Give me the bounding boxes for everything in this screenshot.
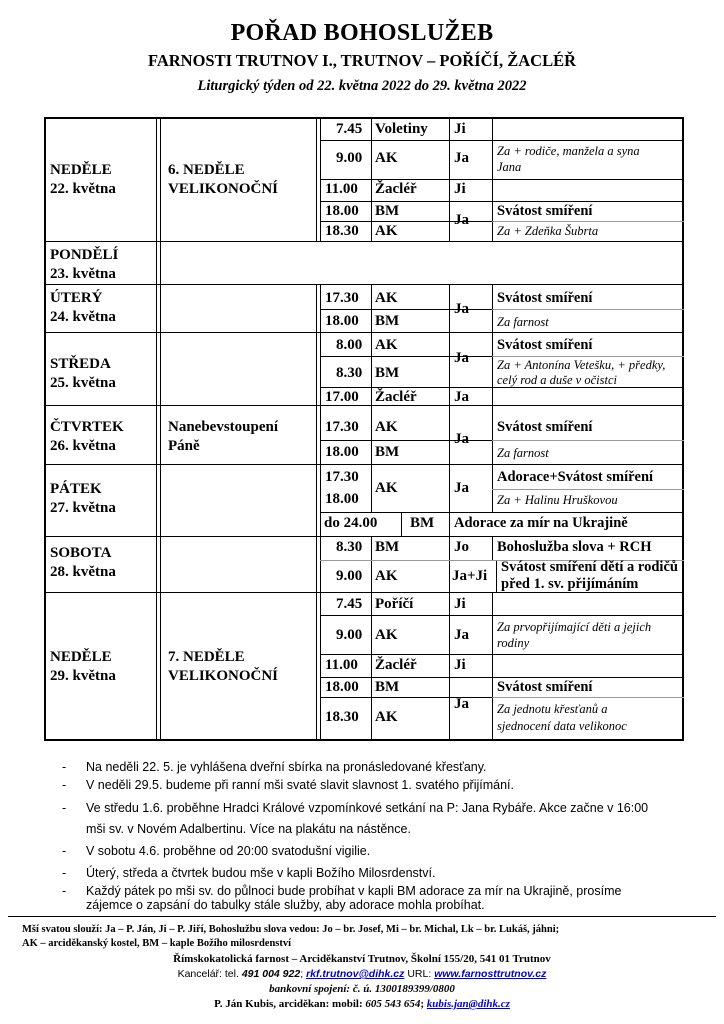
office-email-link[interactable]: rkf.trutnov@dihk.cz [306,968,405,980]
feast-name: Nanebevstoupení [168,419,279,435]
mass-time: 7.45 [336,121,363,137]
adoration-time: do 24.00 [324,515,378,531]
table-border-top [44,117,684,119]
announcement-text: Úterý, středa a čtvrtek budou mše v kapli Božího Milosrdenství. [86,866,436,880]
col-priest-4 [496,560,497,592]
mass-place: AK [375,480,398,496]
row-line [320,615,684,616]
event-label: Svátost smíření [497,290,593,306]
mass-time: 8.00 [336,337,363,353]
event-label: Adorace za mír na Ukrajině [454,515,628,531]
col-fri-time [401,512,402,536]
row-line [320,654,684,655]
row-line-thin [492,440,684,441]
row-line-thin [492,489,684,490]
day-name: PONDĚLÍ [50,247,119,263]
day-name: ČTVRTEK [50,419,124,435]
event-label: Adorace+Svátost smíření [497,469,654,485]
separator: ; [420,998,425,1010]
day-date: 27. května [50,500,116,516]
mass-place: BM [375,365,400,381]
event-label: Svátost smíření dětí a rodičů [501,559,678,575]
mass-place: AK [375,709,398,725]
mass-place: Voletiny [375,121,428,137]
mass-place: AK [375,568,398,584]
bullet-dash: - [62,760,67,774]
footer-priest [0,998,724,1010]
mass-intention: Za prvopřijímající děti a jejich [497,620,652,634]
mass-priest: Ja [454,480,469,496]
row-line [320,179,684,180]
mass-place: Poříčí [375,596,414,612]
priest-mobile: 605 543 654 [365,998,421,1010]
bullet-dash: - [62,884,67,898]
col-place-2 [449,284,450,512]
bullet-dash: - [62,844,67,858]
event-label: Svátost smíření [497,679,593,695]
mass-time: 8.30 [336,539,363,555]
row-line [320,512,684,513]
website-link[interactable]: www.farnosttrutnov.cz [434,968,547,980]
office-label: Kancelář: tel. [177,968,239,980]
mass-priest: Ja [454,212,469,228]
announcement-text: zájemce o zapsání do tabulky stále služby, aby adorace mohla probíhat. [86,898,485,912]
mass-priest: Ji [454,596,466,612]
day-date: 26. května [50,438,116,454]
day-name: SOBOTA [50,545,112,561]
mass-time: 18.30 [325,709,359,725]
footer-bank: bankovní spojení: č. ú. 1300189399/0800 [269,983,455,995]
col-sep-c1 [316,117,317,241]
day-sep-3 [44,332,684,333]
table-border-right [682,117,684,741]
footer-address: Římskokatolická farnost – Arciděkanství Trutnov, Školní 155/20, 541 01 Trutnov [173,953,551,965]
footer-legend-2: AK – arciděkanský kostel, BM – kaple Božího milosrdenství [22,938,292,949]
row-line-thin [492,356,684,357]
row-line-thin [492,697,684,698]
col-sep-b [160,117,161,741]
bullet-dash: - [62,778,67,792]
mass-time: 17.30 [325,469,359,485]
mass-priest: Ja [454,627,469,643]
day-sep-2 [44,284,684,285]
mass-intention: Za + Zdeňka Šubrta [497,224,599,238]
announcement-text: V sobotu 4.6. proběhne od 20:00 svatodušní vigilie. [86,844,371,858]
mass-intention: Za farnost [497,446,549,460]
mass-priest: Ji [454,121,466,137]
mass-priest: Ja [454,389,469,405]
separator: ; [300,968,304,980]
row-line [320,677,684,678]
page-title: POŘAD BOHOSLUŽEB [230,20,494,46]
mass-time: 17.00 [325,389,359,405]
mass-place: AK [375,290,398,306]
mass-priest: Jo [454,539,469,555]
feast-name: Páně [168,438,200,454]
mass-intention: Za farnost [497,315,549,329]
mass-time: 9.00 [336,568,363,584]
url-label: URL: [407,968,432,980]
day-date: 28. května [50,564,116,580]
table-border-left [44,117,46,741]
announcement-text: mši sv. v Novém Adalbertinu. Více na plakátu na nástěnce. [86,822,411,836]
col-priest-3 [492,536,493,560]
col-fri-place [449,512,450,536]
mass-time: 18.30 [325,223,359,239]
mass-place: Žacléř [375,389,417,405]
mass-intention: Za + rodiče, manžela a syna [497,144,640,158]
mass-intention: Za + Halinu Hruškovou [497,493,618,507]
mass-time: 18.00 [325,491,359,507]
day-name: STŘEDA [50,356,111,372]
mass-priest: Ja+Ji [452,568,488,584]
event-label: před 1. sv. přijímáním [501,576,639,592]
bullet-dash: - [62,866,67,880]
day-sep-5 [44,464,684,465]
row-line [320,201,684,202]
mass-place: AK [375,223,398,239]
footer-legend-1: Mší svatou slouží: Ja – P. Ján, Ji – P. Jiří, Bohoslužbu slova vedou: Jo – br. Josef, Mi – br. Michal, Lk – br. Lukáš, jáhni; [22,924,560,935]
adoration-place: BM [410,515,435,531]
mass-intention: Jana [497,160,522,174]
feast-name: 7. NEDĚLE [168,649,245,665]
mass-priest: Ja [454,350,469,366]
mass-place: Žacléř [375,657,417,673]
day-name: NEDĚLE [50,162,112,178]
day-date: 22. května [50,181,116,197]
row-line [320,140,684,141]
day-sep-1 [44,241,684,242]
row-line-thin [492,221,684,222]
day-sep-6 [44,536,684,537]
liturgical-week: Liturgický týden od 22. května 2022 do 29. května 2022 [197,78,527,94]
feast-name: 6. NEDĚLE [168,162,245,178]
col-sep-a [156,117,157,741]
schedule-table [44,117,684,741]
feast-name: VELIKONOČNÍ [168,181,279,197]
day-sep-4 [44,405,684,406]
announcement-text: Ve středu 1.6. proběhne Hradci Králové vzpomínkové setkání na P: Jana Rybáře. Akce začne v 16:00 [86,801,649,815]
mass-time: 18.00 [325,444,359,460]
col-sep-c2 [316,284,317,741]
day-name: NEDĚLE [50,649,112,665]
priest-label: P. Ján Kubis, arciděkan: mobil: [214,998,363,1010]
mass-time: 11.00 [325,181,358,197]
col-time-3 [371,536,372,741]
bullet-dash: - [62,801,67,815]
mass-place: BM [375,444,400,460]
mass-time: 18.00 [325,313,359,329]
col-priest-2 [492,284,493,512]
mass-place: AK [375,627,398,643]
mass-time: 17.30 [325,290,359,306]
mass-place: BM [375,203,400,219]
office-phone: 491 004 922 [241,968,301,980]
mass-time: 9.00 [336,627,363,643]
mass-priest: Ja [454,696,469,712]
day-date: 25. května [50,375,116,391]
mass-place: AK [375,150,398,166]
col-place-3 [449,536,450,592]
mass-time: 8.30 [336,365,363,381]
mass-intention: Za + Antonína Vetešku, + předky, [497,358,666,372]
mass-place: BM [375,313,400,329]
mass-priest: Ji [454,181,466,197]
day-name: PÁTEK [50,481,102,497]
col-time-2 [371,284,372,512]
mass-place: Žacléř [375,181,417,197]
mass-priest: Ja [454,431,469,447]
table-border-bottom [44,739,684,741]
day-date: 29. května [50,668,116,684]
event-label: Svátost smíření [497,419,593,435]
mass-time: 9.00 [336,150,363,166]
priest-email-link[interactable]: kubis.jan@dihk.cz [426,998,510,1010]
event-label: Svátost smíření [497,337,593,353]
day-date: 24. května [50,309,116,325]
mass-time: 18.00 [325,203,359,219]
footer-contacts [0,968,724,980]
mass-intention: celý rod a duše v očistci [497,373,617,387]
footer-divider [8,916,716,917]
day-date: 23. května [50,266,116,282]
mass-intention: Za jednotu křesťanů a [497,702,608,716]
mass-priest: Ja [454,150,469,166]
mass-intention: rodiny [497,636,530,650]
event-label: Svátost smíření [497,203,593,219]
parish-subtitle: FARNOSTI TRUTNOV I., TRUTNOV – POŘÍČÍ, ŽACLÉŘ [147,51,576,70]
announcement-text: V neděli 29.5. budeme při ranní mši svaté slavit slavnost 1. svatého přijímání. [86,778,514,792]
mass-place: BM [375,539,400,555]
mass-place: AK [375,337,398,353]
row-line-thin [492,309,684,310]
feast-name: VELIKONOČNÍ [168,668,279,684]
mass-place: BM [375,679,400,695]
mass-priest: Ji [454,657,466,673]
mass-time: 7.45 [336,596,363,612]
event-label: Bohoslužba slova + RCH [497,539,652,555]
mass-time: 11.00 [325,657,358,673]
mass-time: 18.00 [325,679,359,695]
announcement-text: Každý pátek po mši sv. do půlnoci bude probíhat v kapli BM adorace za mír na Ukrajině, prosíme [86,884,622,898]
announcement-text: Na neděli 22. 5. je vyhlášena dveřní sbírka na pronásledované křesťany. [86,760,487,774]
mass-intention: sjednocení data velikonoc [497,719,627,733]
day-name: ÚTERÝ [50,290,103,306]
mass-place: AK [375,419,398,435]
mass-time: 17.30 [325,419,359,435]
mass-priest: Ja [454,301,469,317]
